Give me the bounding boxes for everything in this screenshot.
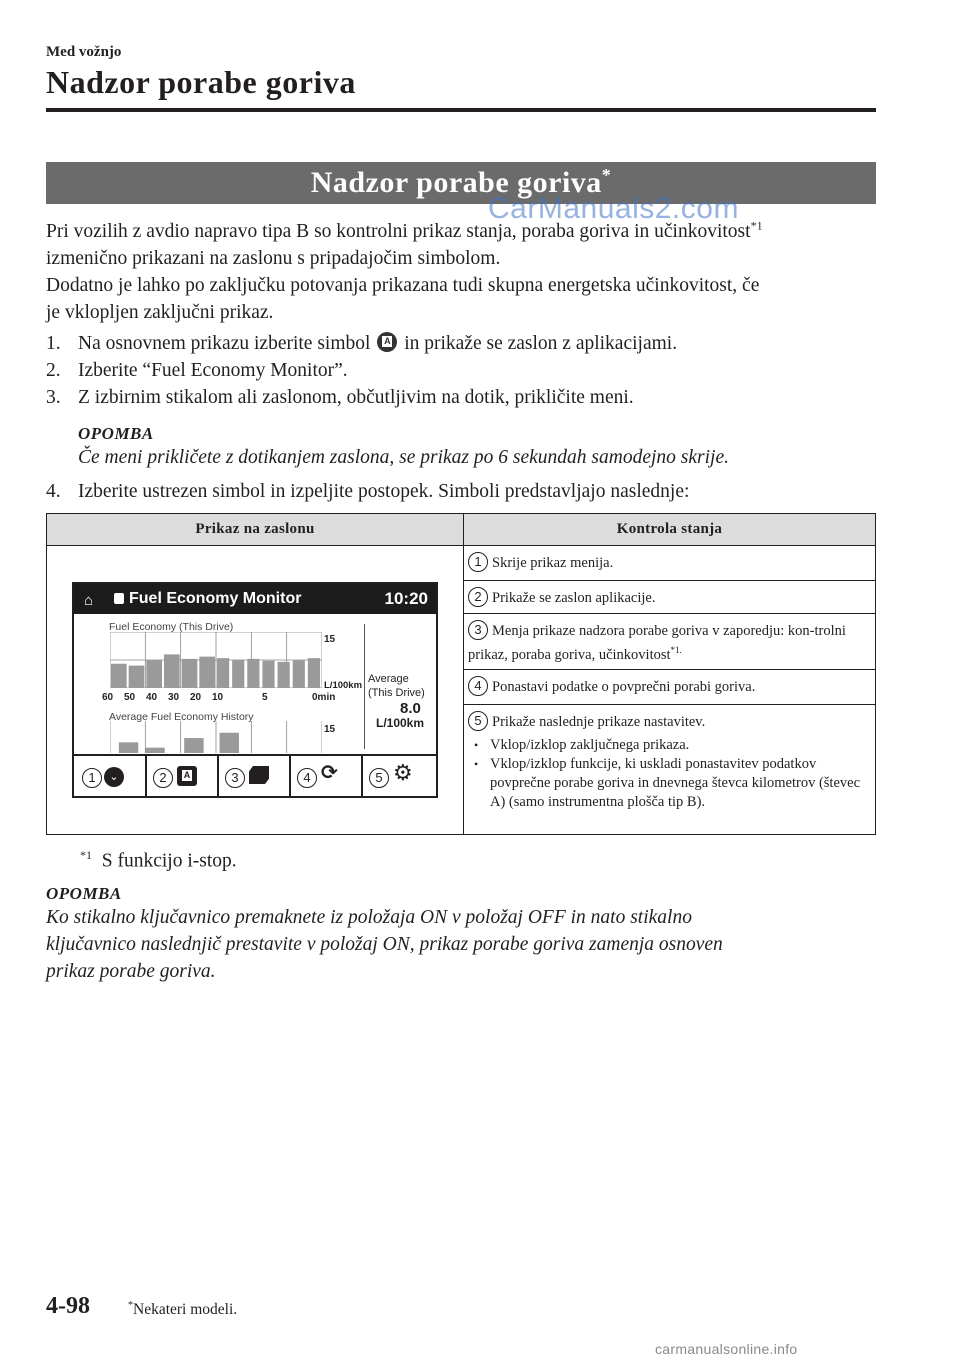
chart1-ticks	[102, 688, 336, 703]
footnote: $^{*1}$ S funkcijo i-stop.	[80, 848, 237, 872]
screen-title: Fuel Economy Monitor	[129, 590, 302, 607]
home-icon[interactable]: ⌂	[84, 592, 94, 609]
table-row: 1 Skrije prikaz menija.	[464, 546, 876, 581]
chart2-label: Average Fuel Economy History	[109, 711, 254, 723]
watermark: CarManuals2.com	[488, 192, 739, 225]
tick-label: 60	[102, 692, 114, 703]
banner-title: Nadzor porabe goriva	[310, 166, 602, 199]
reset-icon: ⟳	[321, 762, 338, 784]
tick-label: 10	[212, 692, 224, 703]
average-unit: L/100km	[376, 716, 425, 730]
chart1-label: Fuel Economy (This Drive)	[109, 621, 234, 633]
table-row: 3 Menja prikaze nadzora porabe goriva v zaporedju: kon-trolni prikaz, poraba goriva, učinkovitost$^{*1.}$	[464, 614, 876, 670]
step-3: 3. Z izbirnim stikalom ali zaslonom, občutljivim na dotik, prikličite meni.	[46, 387, 634, 408]
bar	[220, 733, 239, 753]
chevron-down-icon: ⌄	[104, 767, 124, 787]
bar	[262, 661, 274, 688]
tick-label: 30	[168, 692, 180, 703]
section-banner	[46, 162, 876, 204]
note-1-heading: OPOMBA	[78, 424, 154, 443]
table-row: 2 Prikaže se zaslon aplikacije.	[464, 581, 876, 614]
table-header-control: Kontrola stanja	[464, 514, 876, 546]
bar	[199, 657, 215, 688]
tick-label: 40	[146, 692, 158, 703]
note-1-text: Če meni prikličete z dotikanjem zaslona, se prikaz po 6 sekundah samodejno skrije.	[78, 447, 729, 468]
settings-list	[488, 736, 871, 812]
chart1-ymax: 15	[324, 634, 336, 645]
intro-paragraph-1: Pri vozilih z avdio napravo tipa B so kontrolni prikaz stanja, poraba goriva in učinkovitost$^{*1}$ izmenično prikazani na zaslonu s pripadajočim simbolom.	[46, 218, 763, 269]
step-4: 4. Izberite ustrezen simbol in izpeljite postopek. Simboli predstavljajo naslednje:	[46, 481, 690, 502]
menu-reset-button[interactable]: 4 ⟳	[289, 756, 363, 798]
bar	[146, 660, 162, 688]
chart1-svg	[110, 632, 322, 688]
screen-time: 10:20	[384, 589, 428, 608]
chart2-ymax: 15	[324, 724, 336, 735]
site-watermark: carmanualsonline.info	[655, 1341, 798, 1357]
list-item: • Vklop/izklop zaključnega prikaza.	[488, 736, 871, 755]
bar	[308, 658, 320, 688]
chart-divider	[364, 624, 365, 749]
note-2: OPOMBA Ko stikalno ključavnico premaknete iz položaja ON v položaj OFF in nato stikalno ključavnico naslednjič prestavite v položaj ON, prikaz porabe goriva zamenja osnoven prikaz porabe goriva.	[46, 884, 876, 985]
control-table	[46, 513, 876, 835]
bar	[217, 658, 229, 688]
bar	[145, 748, 164, 753]
step-2: 2. Izberite “Fuel Economy Monitor”.	[46, 360, 348, 381]
banner-mark: *	[601, 165, 612, 185]
table-row: 5 Prikaže naslednje prikaze nastavitev. • Vklop/izklop zaključnega prikaza. • Vklop/izklop funkcije, ki uskladi ponastavitev podatkov povprečne porabe goriva in dnevnega števca kilometrov (števec A) (samo instrumentna plošča tip B).	[464, 704, 876, 834]
settings-icon: ⚙	[393, 760, 413, 785]
apps-icon: A	[177, 766, 197, 786]
switch-view-icon	[249, 766, 269, 784]
average-label-1: Average	[368, 673, 409, 685]
bar	[184, 738, 203, 753]
bar	[182, 659, 198, 688]
chart1-unit: L/100km	[324, 680, 363, 691]
page-title: Nadzor porabe goriva	[46, 64, 356, 100]
bar	[278, 662, 290, 688]
title-rule	[46, 108, 876, 112]
page-footnote: *Nekateri modeli.	[128, 1300, 238, 1319]
screen-header	[74, 584, 436, 614]
apps-icon: A	[377, 332, 397, 352]
chart2-svg	[110, 721, 322, 753]
section-label: Med vožnjo	[46, 44, 122, 60]
bar	[119, 742, 138, 753]
menu-hide-button[interactable]: 1 ⌄	[74, 756, 147, 798]
menu-apps-button[interactable]: 2 A	[145, 756, 219, 798]
note-1	[78, 424, 878, 471]
intro-paragraph-2: Dodatno je lahko po zaključku potovanja prikazana tudi skupna energetska učinkovitost, če je vklopljen zaključni prikaz.	[46, 275, 760, 323]
bar	[293, 660, 305, 688]
list-item: • Vklop/izklop funkcije, ki uskladi ponastavitev podatkov povprečne porabe goriva in dnevnega števca kilometrov (števec A) (samo instrumentna plošča tip B).	[488, 755, 871, 812]
screen-cell	[47, 546, 464, 835]
step-1: 1. Na osnovnem prikazu izberite simbol A in prikaže se zaslon z aplikacijami.	[46, 333, 678, 354]
average-value: 8.0	[400, 700, 421, 717]
tick-label: 5	[262, 692, 268, 703]
table-header-display: Prikaz na zaslonu	[47, 514, 464, 546]
menu-switch-button[interactable]: 3	[217, 756, 291, 798]
menu-settings-button[interactable]: 5 ⚙	[361, 756, 436, 798]
app-badge-icon	[114, 593, 124, 604]
page-number: 4-98	[46, 1293, 90, 1319]
tick-label: 20	[190, 692, 202, 703]
tick-label: 50	[124, 692, 136, 703]
note-2-heading: OPOMBA	[46, 884, 122, 903]
fuel-economy-screen	[72, 582, 438, 798]
screen-menu-bar	[74, 754, 436, 798]
tick-label: 0min	[312, 692, 336, 703]
bar	[232, 660, 244, 688]
bar	[247, 659, 259, 688]
bar	[111, 664, 127, 688]
bar	[164, 654, 180, 688]
average-label-2: (This Drive)	[368, 687, 425, 699]
bar	[129, 666, 145, 688]
table-row: 4 Ponastavi podatke o povprečni porabi goriva.	[464, 670, 876, 704]
